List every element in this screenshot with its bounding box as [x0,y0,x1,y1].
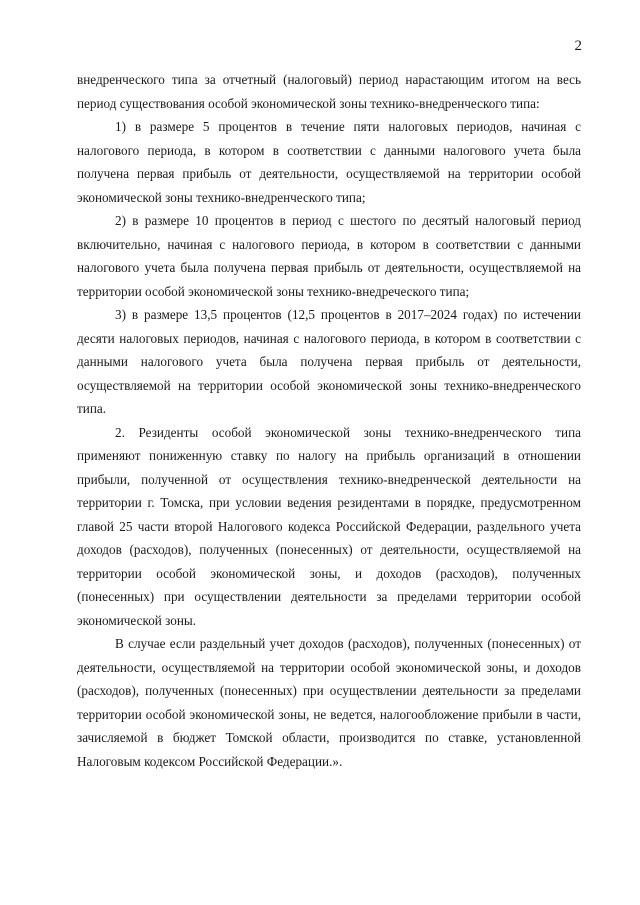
paragraph-item-1: 1) в размере 5 процентов в течение пяти налоговых периодов, начиная с налогового периода, в котором в соответствии с данными налогового учета была получена первая прибыль от деятельности, осуществляемой на территории особой экономической зоны технико-внедренческого типа; [77,119,581,205]
paragraph-closing: В случае если раздельный учет доходов (расходов), полученных (понесенных) от деятельности, осуществляемой на территории особой экономической зоны, и доходов (расходов), полученных (понесенных) при осуществлении деятельности за пределами территории особой экономической зоны, не ведется, налогообложение прибыли в части, зачисляемой в бюджет Томской области, производится по ставке, установленной Налоговым кодексом Российской Федерации.». [77,636,581,769]
paragraph-item-3: 3) в размере 13,5 процентов (12,5 процентов в 2017–2024 годах) по истечении десяти налоговых периодов, начиная с налогового периода, в котором в соответствии с данными налогового учета была получена первая прибыль от деятельности, осуществляемой на территории особой экономической зоны технико-внедренческого типа. [77,307,581,416]
paragraph-section-2: 2. Резиденты особой экономической зоны технико-внедренческого типа применяют пониженную ставку по налогу на прибыль организаций в отношении прибыли, полученной от осуществления технико-внедренческой деятельности на территории г. Томска, при условии ведения резидентами в порядке, предусмотренном главой 25 части второй Налогового кодекса Российской Федерации, раздельного учета доходов (расходов), полученных (понесенных) от деятельности, осуществляемой на территории особой экономической зоны, и доходов (расходов), полученных (понесенных) при осуществлении деятельности за пределами территории особой экономической зоны. [77,424,581,628]
paragraph-continuation: внедренческого типа за отчетный (налоговый) период нарастающим итогом на весь период существования особой экономической зоны технико-внедренческого типа: [77,72,581,111]
paragraph-item-2: 2) в размере 10 процентов в период с шестого по десятый налоговый период включительно, начиная с налогового периода, в котором в соответствии с данными налогового учета была получена первая прибыль от деятельности, осуществляемой на территории особой экономической зоны технико-внедреческого типа; [77,213,581,299]
document-body [77,68,581,773]
page-number: 2 [574,38,582,54]
